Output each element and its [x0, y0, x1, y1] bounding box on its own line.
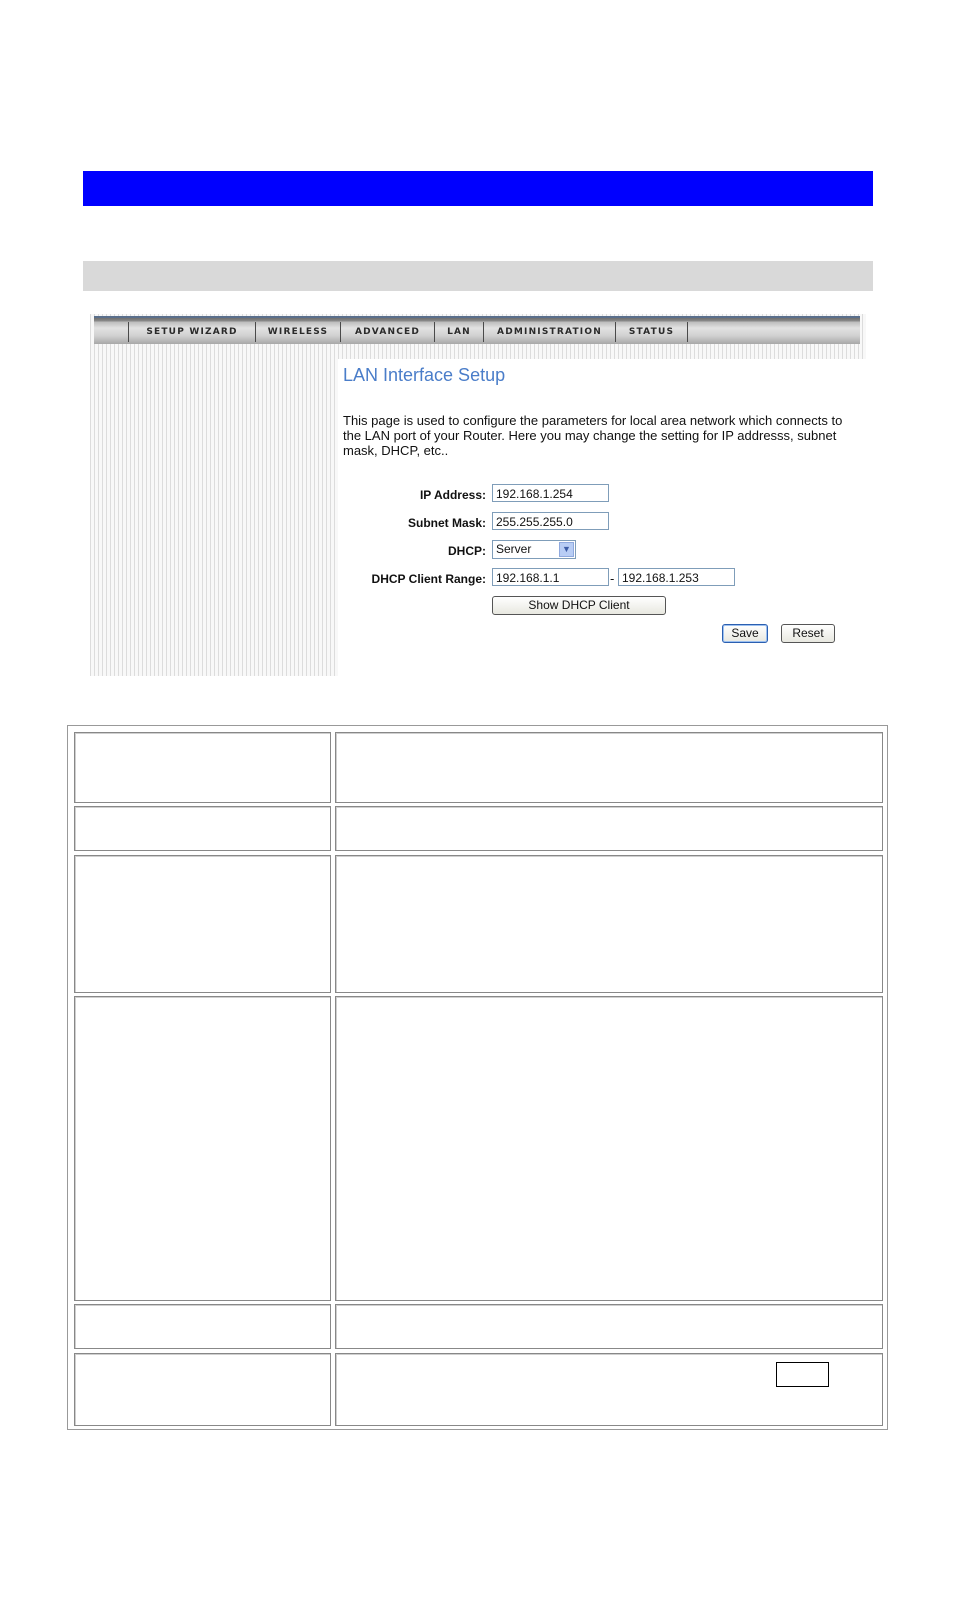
subnet-mask-input[interactable]: 255.255.255.0: [492, 512, 609, 530]
dhcp-label: DHCP:: [448, 544, 486, 558]
page-title: LAN Interface Setup: [343, 365, 506, 385]
chevron-down-icon[interactable]: ▼: [559, 542, 574, 557]
dhcp-select[interactable]: [492, 540, 576, 559]
table-cell: [335, 996, 883, 1301]
ip-address-label: IP Address:: [419, 488, 486, 502]
range-separator: -: [610, 572, 615, 586]
show-dhcp-client-button[interactable]: Show DHCP Client: [492, 596, 666, 615]
table-cell: [74, 855, 331, 993]
dhcp-select-value: Server: [496, 542, 532, 556]
nav-setup-wizard[interactable]: SETUP WIZARD: [128, 322, 255, 342]
table-cell: [335, 855, 883, 993]
table-cell: [335, 732, 883, 803]
section-header-bar: [83, 171, 873, 206]
nav-administration[interactable]: ADMINISTRATION: [483, 322, 615, 342]
reset-button[interactable]: Reset: [781, 624, 835, 643]
nav-lan[interactable]: LAN: [434, 322, 483, 342]
nav-advanced[interactable]: ADVANCED: [340, 322, 434, 342]
subsection-header-bar: [83, 261, 873, 291]
table-cell: [74, 996, 331, 1301]
table-cell: [74, 806, 331, 851]
inline-button-placeholder: [776, 1362, 829, 1387]
description-table: [67, 725, 888, 1430]
table-cell: [335, 806, 883, 851]
router-screenshot: [90, 314, 866, 676]
subnet-mask-label: Subnet Mask:: [407, 516, 486, 530]
table-cell: [74, 1304, 331, 1349]
dhcp-range-start-input[interactable]: 192.168.1.1: [492, 568, 609, 586]
page-description: This page is used to configure the parameters for local area network which connects to the LAN port of your Router. Here you may change the setting for IP addresss, subnet mask, DHCP, etc..: [343, 413, 843, 458]
table-cell: [335, 1304, 883, 1349]
nav-wireless[interactable]: WIRELESS: [255, 322, 340, 342]
nav-status[interactable]: STATUS: [615, 322, 688, 342]
save-button[interactable]: Save: [722, 624, 768, 643]
table-cell: [74, 732, 331, 803]
ip-address-input[interactable]: 192.168.1.254: [492, 484, 609, 502]
dhcp-range-end-input[interactable]: 192.168.1.253: [618, 568, 735, 586]
table-cell: [74, 1353, 331, 1426]
dhcp-client-range-label: DHCP Client Range:: [371, 572, 486, 586]
top-nav-bar: [94, 316, 860, 344]
